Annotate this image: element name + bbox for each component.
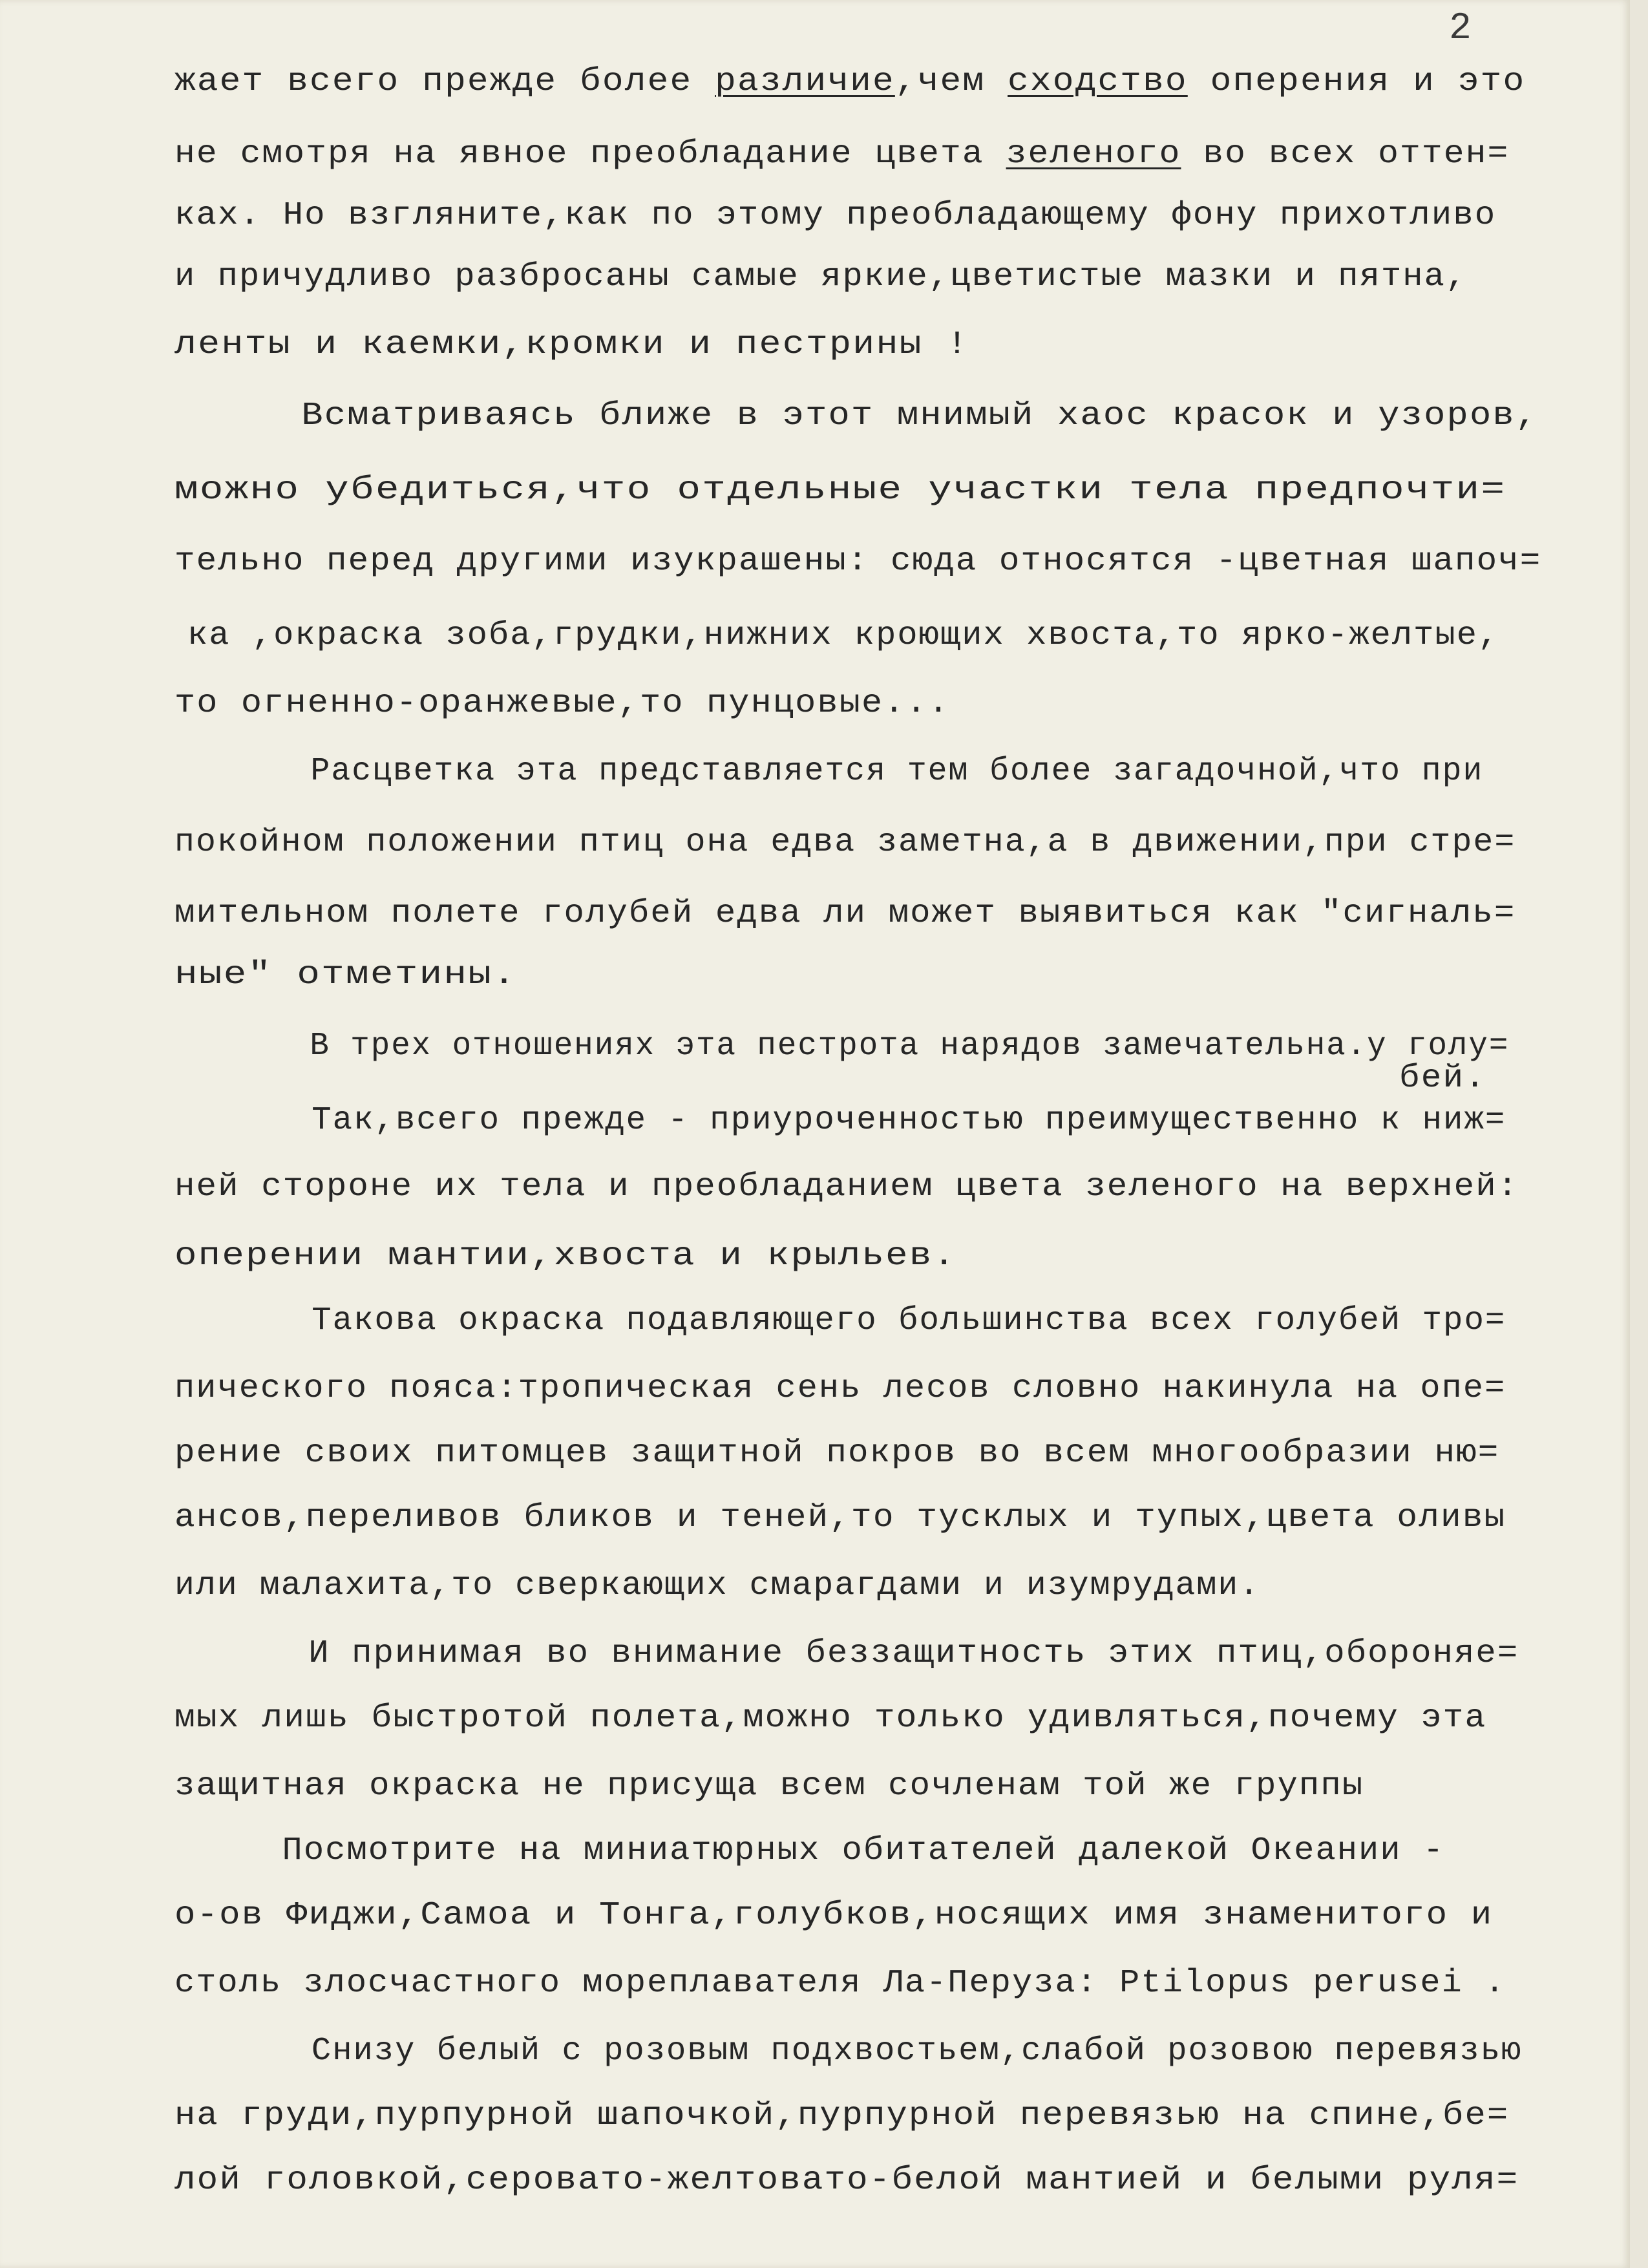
text-line: [174, 1965, 1506, 2002]
text-line: [174, 957, 517, 993]
text-line: [187, 617, 1499, 654]
text-segment: защитная окраска не присуща всем сочленам той же группы: [174, 1768, 1364, 1805]
text-line: [174, 1500, 1506, 1536]
text-line: [200, 1635, 1519, 1672]
text-segment: ках. Но взгляните,как по этому преобладающему фону прихотливо: [174, 197, 1497, 234]
text-segment: то огненно-оранжевые,то пунцовые...: [174, 685, 951, 722]
text-segment: ней стороне их тела и преобладанием цвета зеленого на верхней:: [174, 1169, 1519, 1205]
text-line: [174, 259, 1467, 295]
text-segment: во всех оттен=: [1181, 136, 1510, 173]
text-segment: рение своих питомцев защитной покров во всем многообразии ню=: [174, 1435, 1500, 1472]
text-segment: мых лишь быстротой полета,можно только удивляться,почему эта: [174, 1700, 1487, 1737]
text-segment: ленты и каемки,кромки и пестрины !: [174, 326, 970, 363]
text-segment: пического пояса:тропическая сень лесов словно накинула на опе=: [174, 1370, 1506, 1407]
text-line: [174, 1238, 956, 1275]
text-segment: покойном положении птиц она едва заметна,а в движении,при стре=: [174, 824, 1516, 861]
text-segment: жает всего прежде более: [174, 63, 715, 100]
text-line: [174, 1768, 1364, 1805]
text-segment: И принимая во внимание беззащитность этих птиц,обороняе=: [200, 1635, 1519, 1672]
text-segment: Всматриваясь ближе в этот мнимый хаос красок и узоров,: [233, 397, 1539, 434]
text-line: [174, 1897, 1493, 1934]
text-line: [174, 895, 1516, 932]
text-segment: о-ов Фиджи,Самоа и Тонга,голубков,носящих имя знаменитого и: [174, 1897, 1494, 1934]
text-segment: ансов,переливов бликов и теней,то тусклых и тупых,цвета оливы: [174, 1500, 1506, 1536]
text-line: [174, 63, 1525, 100]
text-segment: оперения и это: [1187, 63, 1526, 100]
text-segment: Снизу белый с розовым подхвостьем,слабой розовою перевязью: [249, 2033, 1523, 2070]
text-line: [249, 1028, 1509, 1065]
text-line: [249, 1102, 1506, 1139]
text-line: [174, 1832, 1444, 1869]
underlined-word: зеленого: [1006, 136, 1181, 173]
text-line: [174, 1700, 1486, 1737]
text-line: [1399, 1060, 1486, 1097]
text-segment: лой головкой,серовато-желтовато-белой мантией и белыми руля=: [174, 2162, 1519, 2199]
text-line: [174, 1435, 1499, 1472]
text-line: [174, 326, 969, 363]
text-segment: Так,всего прежде - приуроченностью преимущественно к ниж=: [249, 1102, 1506, 1139]
text-segment: Расцветка эта представляется тем более загадочной,что при: [249, 753, 1484, 790]
text-line: [249, 753, 1483, 790]
text-line: [174, 543, 1541, 580]
text-line: [249, 2033, 1522, 2070]
text-line: [174, 197, 1496, 234]
text-line: [174, 2162, 1519, 2199]
text-segment: мительном полете голубей едва ли может выявиться как "сигналь=: [174, 895, 1516, 932]
text-segment: или малахита,то сверкающих смарагдами и изумрудами.: [174, 1567, 1261, 1604]
text-line: [174, 1567, 1260, 1604]
text-segment: не смотря на явное преобладание цвета: [174, 136, 1006, 173]
text-line: [249, 1302, 1506, 1339]
text-segment: ные" отметины.: [174, 957, 518, 993]
text-line: [233, 397, 1538, 434]
text-line: [174, 1370, 1506, 1407]
page-number: 2: [1449, 8, 1472, 50]
text-line: [174, 824, 1516, 861]
text-segment: ка ,окраска зоба,грудки,нижних кроющих хвоста,то ярко-желтые,: [187, 617, 1500, 654]
text-segment: Посмотрите на миниатюрных обитателей далекой Океании -: [174, 1832, 1445, 1869]
text-segment: и причудливо разбросаны самые яркие,цветистые мазки и пятна,: [174, 259, 1468, 295]
text-segment: ,чем: [894, 63, 1008, 100]
text-line: [174, 1169, 1519, 1205]
underlined-word: различие: [715, 63, 895, 100]
text-segment: на груди,пурпурной шапочкой,пурпурной перевязью на спине,бе=: [174, 2097, 1510, 2134]
text-segment: бей.: [1399, 1060, 1487, 1097]
text-segment: В трех отношениях эта пестрота нарядов замечательна.у голу=: [249, 1028, 1510, 1065]
text-line: [174, 136, 1509, 173]
text-segment: Такова окраска подавляющего большинства всех голубей тро=: [249, 1302, 1506, 1339]
underlined-word: сходство: [1008, 63, 1188, 100]
text-segment: оперении мантии,хвоста и крыльев.: [174, 1238, 957, 1275]
text-line: [174, 685, 950, 722]
text-segment: можно убедиться,что отдельные участки тела предпочти=: [174, 472, 1506, 509]
text-line: [174, 472, 1506, 509]
text-segment: столь злосчастного мореплавателя Ла-Перуза: Ptilopus perusei .: [174, 1965, 1506, 2002]
text-line: [174, 2097, 1509, 2134]
text-segment: тельно перед другими изукрашены: сюда относятся -цветная шапоч=: [174, 543, 1542, 580]
